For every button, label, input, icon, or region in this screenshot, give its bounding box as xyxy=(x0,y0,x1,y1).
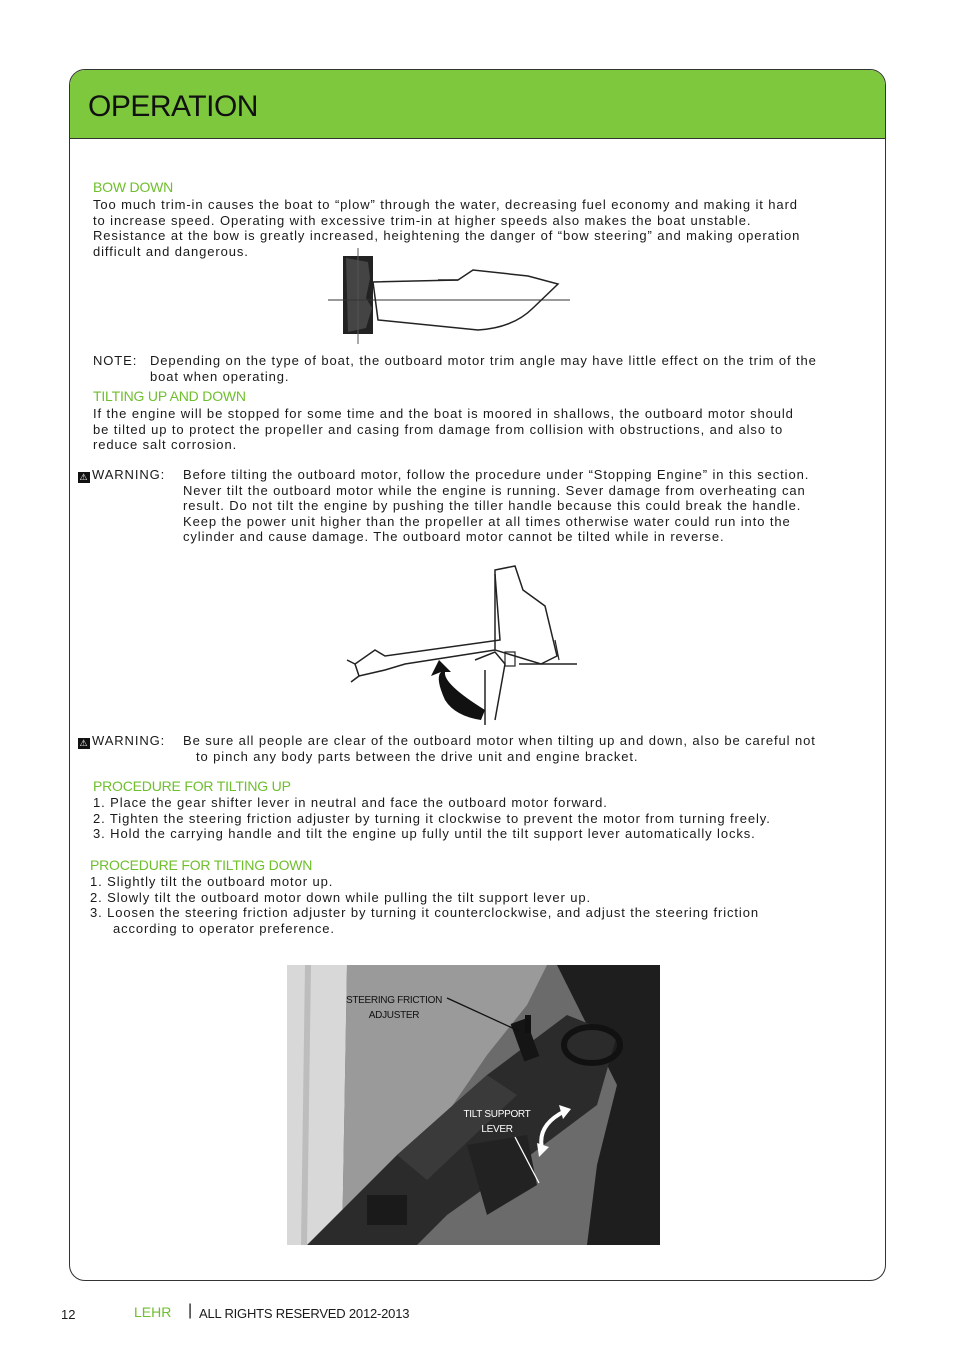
tilt-illustration xyxy=(345,560,605,725)
tilt-lever-label-line: LEVER xyxy=(481,1124,513,1135)
warning-1-text xyxy=(183,467,883,545)
page-number: 12 xyxy=(61,1307,76,1322)
warning-1-label xyxy=(78,467,165,483)
tilting-heading: TILTING UP AND DOWN xyxy=(93,388,246,404)
copyright-text: ALL RIGHTS RESERVED 2012-2013 xyxy=(199,1306,410,1321)
warning-1-line: cylinder and cause damage. The outboard motor cannot be tilted while in reverse. xyxy=(183,529,725,545)
warning-1-label-text: WARNING: xyxy=(92,467,166,482)
tilt-down-step-cont: according to operator preference. xyxy=(113,920,335,936)
warning-icon: ⚠ xyxy=(79,472,89,482)
tilting-line: reduce salt corrosion. xyxy=(93,437,238,453)
bow-down-line: Too much trim-in causes the boat to “plow” through the water, decreasing fuel economy and making it hard xyxy=(93,197,798,212)
tilt-down-steps xyxy=(90,874,870,936)
tilt-lever-label xyxy=(451,1107,543,1137)
bow-down-illustration xyxy=(328,248,570,348)
warning-2-label-text: WARNING: xyxy=(92,733,166,748)
tilt-down-step: 1. Slightly tilt the outboard motor up. xyxy=(90,874,334,889)
tilt-up-steps xyxy=(93,795,873,842)
note-label: NOTE: xyxy=(93,353,138,368)
tilt-up-step: 3. Hold the carrying handle and tilt the engine up fully until the tilt support lever automatically locks. xyxy=(93,826,756,842)
warning-2-line: to pinch any body parts between the drive unit and engine bracket. xyxy=(196,748,639,764)
page-title: OPERATION xyxy=(88,90,258,123)
warning-1-line: result. Do not tilt the engine by pushing the tiller handle because this could break the handle. xyxy=(183,498,802,514)
bow-down-line: to increase speed. Operating with excessive trim-in at higher speeds also makes the boat unstable. xyxy=(93,212,752,228)
bow-down-line: difficult and dangerous. xyxy=(93,243,249,259)
note-text xyxy=(150,353,875,384)
warning-2-text xyxy=(183,733,873,764)
tilt-lever-label-line: TILT SUPPORT xyxy=(463,1109,531,1120)
tilting-line: If the engine will be stopped for some time and the boat is moored in shallows, the outboard motor should xyxy=(93,406,794,421)
tilt-up-step: 1. Place the gear shifter lever in neutral and face the outboard motor forward. xyxy=(93,795,608,810)
adjuster-label-line: STEERING FRICTION xyxy=(345,995,442,1006)
footer-separator: | xyxy=(188,1302,193,1319)
note-line: Depending on the type of boat, the outboard motor trim angle may have little effect on the trim of the xyxy=(150,353,817,368)
warning-1-line: Before tilting the outboard motor, follow the procedure under “Stopping Engine” in this section. xyxy=(183,467,810,482)
bow-down-heading: BOW DOWN xyxy=(93,179,174,195)
warning-2-label xyxy=(78,733,165,749)
tilt-down-step: 2. Slowly tilt the outboard motor down while pulling the tilt support lever up. xyxy=(90,889,592,905)
adjuster-label xyxy=(337,993,451,1023)
warning-icon: ⚠ xyxy=(79,738,89,748)
warning-1-line: Keep the power unit higher than the propeller at all times otherwise water could run into the xyxy=(183,513,791,529)
tilt-up-heading: PROCEDURE FOR TILTING UP xyxy=(93,778,291,794)
brand-name: LEHR xyxy=(134,1304,172,1320)
tilt-down-heading: PROCEDURE FOR TILTING DOWN xyxy=(90,857,313,873)
tilting-text xyxy=(93,406,873,453)
adjuster-label-line: ADJUSTER xyxy=(368,1010,420,1021)
tilting-line: be tilted up to protect the propeller and casing from damage from collision with obstructions, and also to xyxy=(93,421,784,437)
motor-photo xyxy=(287,965,660,1245)
tilt-down-step: 3. Loosen the steering friction adjuster by turning it counterclockwise, and adjust the steering friction xyxy=(90,905,759,921)
warning-1-line: Never tilt the outboard motor while the engine is running. Sever damage from overheating can xyxy=(183,482,806,498)
note-line: boat when operating. xyxy=(150,368,290,384)
tilt-up-step: 2. Tighten the steering friction adjuster by turning it clockwise to prevent the motor from turning freely. xyxy=(93,810,771,826)
section-header xyxy=(70,70,885,139)
bow-down-line: Resistance at the bow is greatly increased, heightening the danger of “bow steering” and making operation xyxy=(93,228,801,244)
warning-2-line: Be sure all people are clear of the outboard motor when tilting up and down, also be careful not xyxy=(183,733,816,748)
